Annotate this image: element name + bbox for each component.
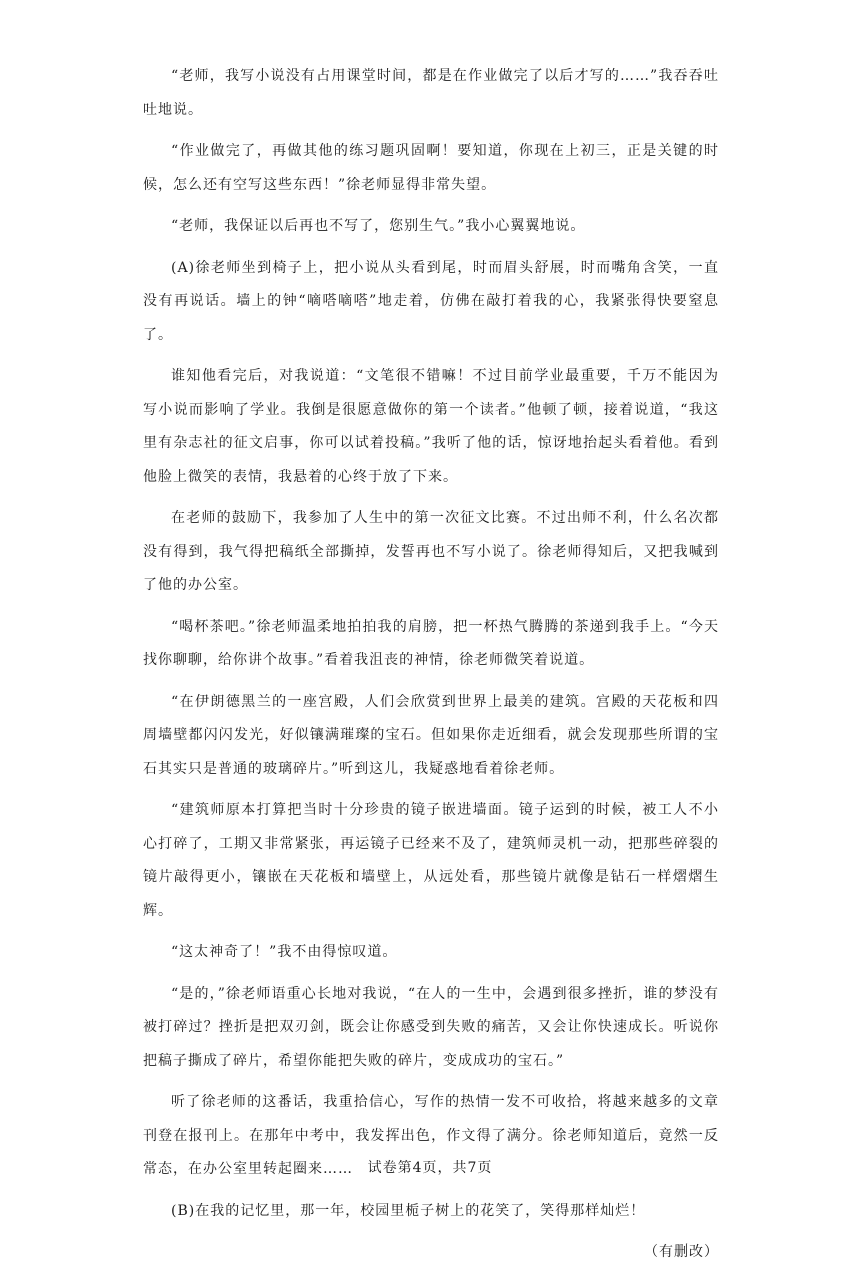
paragraph-6: 在老师的鼓励下，我参加了人生中的第一次征文比赛。不过出师不利，什么名次都没有得到，我气得把稿纸全部撕掉，发誓再也不写小说了。徐老师得知后，又把我喊到了他的办公室。 xyxy=(143,510,719,593)
paragraph-4: (A)徐老师坐到椅子上，把小说从头看到尾，时而眉头舒展，时而嘴角含笑，一直没有再说话。墙上的钟“嘀嗒嘀嗒”地走着，仿佛在敲打着我的心，我紧张得快要窒息了。 xyxy=(143,259,719,343)
page-footer: 试卷第4页，共7页 xyxy=(367,1160,493,1176)
paragraph-7: “喝杯茶吧。”徐老师温柔地拍拍我的肩膀，把一杯热气腾腾的茶递到我手上。“今天找你聊聊，给你讲个故事。”看着我沮丧的神情，徐老师微笑着说道。 xyxy=(143,618,719,668)
article-body xyxy=(143,60,719,1269)
paragraph-8: “在伊朗德黑兰的一座宫殿，人们会欣赏到世界上最美的建筑。宫殿的天花板和四周墙壁都闪闪发光，好似镶满璀璨的宝石。但如果你走近细看，就会发现那些所谓的宝石其实只是普通的玻璃碎片。”听到这儿，我疑惑地看着徐老师。 xyxy=(143,693,719,777)
paragraph-10: “这太神奇了！”我不由得惊叹道。 xyxy=(171,944,398,960)
paragraph-12: 听了徐老师的这番话，我重拾信心，写作的热情一发不可收拾，将越来越多的文章刊登在报刊上。在那年中考中，我发挥出色，作文得了满分。徐老师知道后，竟然一反常态，在办公室里转起圈来…… xyxy=(143,1094,719,1177)
source-note: （有删改） xyxy=(644,1244,719,1260)
paragraph-5: 谁知他看完后，对我说道：“文笔很不错嘛！不过目前学业最重要，千万不能因为写小说而影响了学业。我倒是很愿意做你的第一个读者。”他顿了顿，接着说道，“我这里有杂志社的征文启事，你可以试着投稿。”我听了他的话，惊讶地抬起头看着他。看到他脸上微笑的表情，我悬着的心终于放了下来。 xyxy=(143,368,719,485)
paragraph-2: “作业做完了，再做其他的练习题巩固啊！要知道，你现在上初三，正是关键的时候，怎么还有空写这些东西！”徐老师显得非常失望。 xyxy=(143,143,719,193)
paragraph-11: “是的，”徐老师语重心长地对我说，“在人的一生中，会遇到很多挫折，谁的梦没有被打碎过？挫折是把双刃剑，既会让你感受到失败的痛苦，又会让你快速成长。听说你把稿子撕成了碎片，希望你能把失败的碎片，变成成功的宝石。” xyxy=(143,985,719,1069)
paragraph-9: “建筑师原本打算把当时十分珍贵的镜子嵌进墙面。镜子运到的时候，被工人不小心打碎了，工期又非常紧张，再运镜子已经来不及了，建筑师灵机一动，把那些碎裂的镜片敲得更小，镶嵌在天花板和墙壁上，从远处看，那些镜片就像是钻石一样熠熠生辉。 xyxy=(143,802,719,919)
paragraph-1: “老师，我写小说没有占用课堂时间，都是在作业做完了以后才写的……”我吞吞吐吐地说。 xyxy=(143,68,719,118)
paragraph-3: “老师，我保证以后再也不写了，您别生气。”我小心翼翼地说。 xyxy=(171,218,586,234)
paragraph-13: (B)在我的记忆里，那一年，校园里栀子树上的花笑了，笑得那样灿烂！ xyxy=(171,1202,646,1219)
